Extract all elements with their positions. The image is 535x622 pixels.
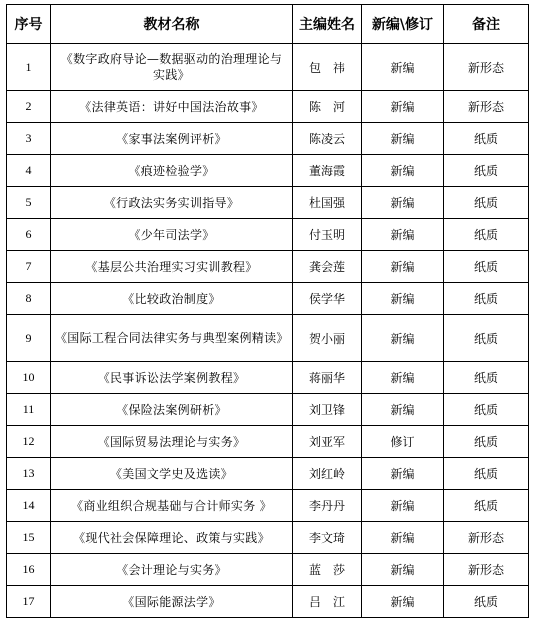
remarks-cell: 纸质 — [444, 586, 529, 618]
edition-type-cell: 新编 — [362, 458, 444, 490]
edition-type-cell: 新编 — [362, 362, 444, 394]
serial-number-cell: 6 — [7, 219, 51, 251]
serial-number-cell: 4 — [7, 155, 51, 187]
textbook-title-cell: 《行政法实务实训指导》 — [51, 187, 293, 219]
textbook-title-cell: 《家事法案例评析》 — [51, 123, 293, 155]
table-row — [7, 91, 529, 123]
textbook-title-cell: 《数字政府导论—数据驱动的治理理论与实践》 — [51, 44, 293, 91]
remarks-cell: 纸质 — [444, 362, 529, 394]
header-row — [7, 5, 529, 44]
chief-editor-cell: 包 祎 — [293, 44, 362, 91]
edition-type-cell: 新编 — [362, 123, 444, 155]
table-row — [7, 283, 529, 315]
remarks-cell: 新形态 — [444, 522, 529, 554]
table-row — [7, 426, 529, 458]
chief-editor-cell: 贺小丽 — [293, 315, 362, 362]
serial-number-cell: 10 — [7, 362, 51, 394]
edition-type-cell: 新编 — [362, 155, 444, 187]
table-row — [7, 219, 529, 251]
chief-editor-cell: 李文琦 — [293, 522, 362, 554]
remarks-cell: 纸质 — [444, 394, 529, 426]
remarks-cell: 纸质 — [444, 155, 529, 187]
remarks-cell: 新形态 — [444, 91, 529, 123]
chief-editor-cell: 蒋丽华 — [293, 362, 362, 394]
table-row — [7, 458, 529, 490]
serial-number-cell: 12 — [7, 426, 51, 458]
table-row — [7, 155, 529, 187]
edition-type-cell: 新编 — [362, 251, 444, 283]
textbook-title-cell: 《国际能源法学》 — [51, 586, 293, 618]
serial-number-cell: 17 — [7, 586, 51, 618]
textbook-title-cell: 《痕迹检验学》 — [51, 155, 293, 187]
serial-number-cell: 8 — [7, 283, 51, 315]
edition-type-cell: 新编 — [362, 522, 444, 554]
chief-editor-cell: 董海霞 — [293, 155, 362, 187]
edition-type-cell: 新编 — [362, 283, 444, 315]
edition-type-cell: 新编 — [362, 554, 444, 586]
table-row — [7, 362, 529, 394]
edition-type-cell: 新编 — [362, 44, 444, 91]
table-row — [7, 490, 529, 522]
table-row — [7, 187, 529, 219]
header-serial-number: 序号 — [7, 5, 51, 44]
textbook-list-sheet — [6, 4, 529, 618]
table-row — [7, 586, 529, 618]
serial-number-cell: 16 — [7, 554, 51, 586]
edition-type-cell: 修订 — [362, 426, 444, 458]
table-row — [7, 554, 529, 586]
serial-number-cell: 13 — [7, 458, 51, 490]
textbook-title-cell: 《美国文学史及选读》 — [51, 458, 293, 490]
table-row — [7, 315, 529, 362]
chief-editor-cell: 刘亚军 — [293, 426, 362, 458]
textbook-title-cell: 《民事诉讼法学案例教程》 — [51, 362, 293, 394]
chief-editor-cell: 龚会莲 — [293, 251, 362, 283]
table-row — [7, 44, 529, 91]
textbook-title-cell: 《法律英语：讲好中国法治故事》 — [51, 91, 293, 123]
remarks-cell: 纸质 — [444, 219, 529, 251]
edition-type-cell: 新编 — [362, 91, 444, 123]
serial-number-cell: 2 — [7, 91, 51, 123]
edition-type-cell: 新编 — [362, 586, 444, 618]
table-body — [7, 44, 529, 618]
remarks-cell: 纸质 — [444, 315, 529, 362]
edition-type-cell: 新编 — [362, 490, 444, 522]
textbook-title-cell: 《商业组织合规基础与合计师实务 》 — [51, 490, 293, 522]
edition-type-cell: 新编 — [362, 394, 444, 426]
header-new-or-revised: 新编\修订 — [362, 5, 444, 44]
chief-editor-cell: 吕 江 — [293, 586, 362, 618]
chief-editor-cell: 陈凌云 — [293, 123, 362, 155]
serial-number-cell: 7 — [7, 251, 51, 283]
chief-editor-cell: 陈 河 — [293, 91, 362, 123]
table-row — [7, 522, 529, 554]
textbook-table — [6, 4, 529, 618]
remarks-cell: 新形态 — [444, 44, 529, 91]
chief-editor-cell: 付玉明 — [293, 219, 362, 251]
textbook-title-cell: 《少年司法学》 — [51, 219, 293, 251]
textbook-title-cell: 《国际贸易法理论与实务》 — [51, 426, 293, 458]
table-row — [7, 123, 529, 155]
remarks-cell: 纸质 — [444, 251, 529, 283]
serial-number-cell: 9 — [7, 315, 51, 362]
remarks-cell: 新形态 — [444, 554, 529, 586]
edition-type-cell: 新编 — [362, 315, 444, 362]
chief-editor-cell: 杜国强 — [293, 187, 362, 219]
chief-editor-cell: 蓝 莎 — [293, 554, 362, 586]
textbook-title-cell: 《比较政治制度》 — [51, 283, 293, 315]
textbook-title-cell: 《基层公共治理实习实训教程》 — [51, 251, 293, 283]
table-row — [7, 251, 529, 283]
remarks-cell: 纸质 — [444, 458, 529, 490]
serial-number-cell: 14 — [7, 490, 51, 522]
header-chief-editor: 主编姓名 — [293, 5, 362, 44]
remarks-cell: 纸质 — [444, 426, 529, 458]
header-remarks: 备注 — [444, 5, 529, 44]
remarks-cell: 纸质 — [444, 123, 529, 155]
serial-number-cell: 5 — [7, 187, 51, 219]
textbook-title-cell: 《会计理论与实务》 — [51, 554, 293, 586]
textbook-title-cell: 《保险法案例研析》 — [51, 394, 293, 426]
chief-editor-cell: 侯学华 — [293, 283, 362, 315]
remarks-cell: 纸质 — [444, 187, 529, 219]
chief-editor-cell: 刘红岭 — [293, 458, 362, 490]
chief-editor-cell: 李丹丹 — [293, 490, 362, 522]
chief-editor-cell: 刘卫锋 — [293, 394, 362, 426]
header-textbook-title: 教材名称 — [51, 5, 293, 44]
serial-number-cell: 11 — [7, 394, 51, 426]
serial-number-cell: 3 — [7, 123, 51, 155]
table-row — [7, 394, 529, 426]
serial-number-cell: 15 — [7, 522, 51, 554]
remarks-cell: 纸质 — [444, 283, 529, 315]
edition-type-cell: 新编 — [362, 187, 444, 219]
table-header — [7, 5, 529, 44]
serial-number-cell: 1 — [7, 44, 51, 91]
textbook-title-cell: 《国际工程合同法律实务与典型案例精读》 — [51, 315, 293, 362]
edition-type-cell: 新编 — [362, 219, 444, 251]
remarks-cell: 纸质 — [444, 490, 529, 522]
textbook-title-cell: 《现代社会保障理论、政策与实践》 — [51, 522, 293, 554]
